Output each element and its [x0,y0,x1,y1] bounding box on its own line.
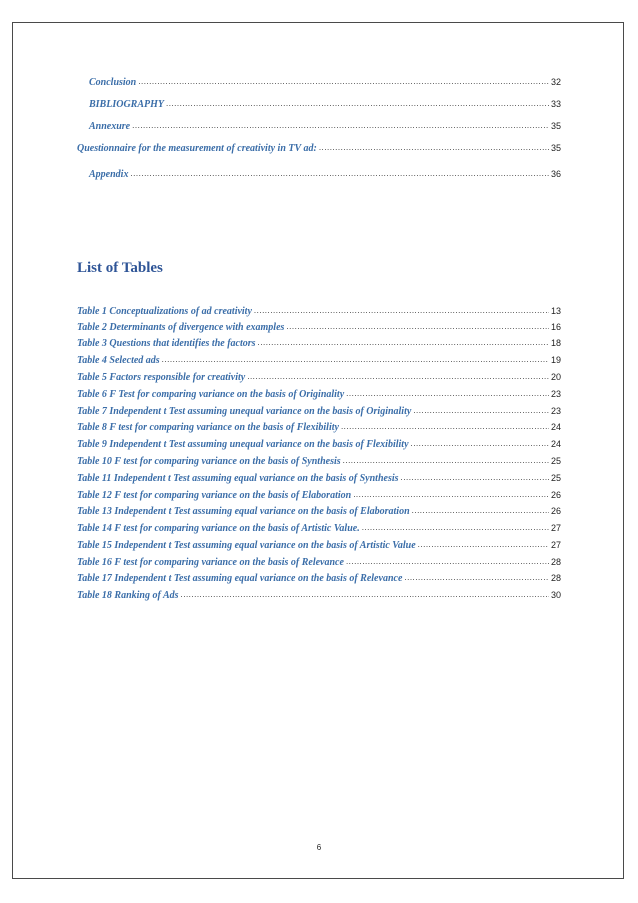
toc-entry-label: Appendix [89,169,129,180]
table-entry-page: 27 [550,540,561,550]
table-entry-page: 26 [550,506,561,516]
dot-leader [418,540,549,549]
toc-entry-annexure[interactable] [77,121,561,135]
table-entry[interactable] [77,372,561,386]
dot-leader [341,422,549,431]
toc-entry-label: Annexure [89,121,131,132]
table-entry-label: Table 4 Selected ads [77,355,160,366]
table-entry-page: 23 [550,389,561,399]
dot-leader [319,143,549,152]
table-entry-label: Table 2 Determinants of divergence with examples [77,322,285,333]
toc-entry-label: Questionnaire for the measurement of creativity in TV ad: [77,143,317,154]
dot-leader [138,77,549,86]
table-entry-page: 28 [550,573,561,583]
page-number: 6 [316,843,322,852]
table-entry-page: 26 [550,490,561,500]
table-entry-page: 20 [550,372,561,382]
table-entry-label: Table 13 Independent t Test assuming equal variance on the basis of Elaboration [77,506,410,517]
toc-entry-label: BIBLIOGRAPHY [89,99,165,110]
toc-entry-label: Conclusion [89,77,137,88]
dot-leader [412,506,549,515]
dot-leader [362,523,549,532]
toc-entry-page: 35 [550,143,561,153]
table-entry-label: Table 5 Factors responsible for creativity [77,372,246,383]
dot-leader [166,99,549,108]
toc-entry-page: 35 [550,121,561,131]
dot-leader [254,306,549,315]
table-entry[interactable] [77,322,561,336]
table-entry-label: Table 7 Independent t Test assuming unequal variance on the basis of Originality [77,406,412,417]
dot-leader [247,372,549,381]
toc-entry-bibliography[interactable] [77,99,561,113]
table-entry-label: Table 12 F test for comparing variance on the basis of Elaboration [77,490,352,501]
table-entry[interactable] [77,355,561,369]
table-entry[interactable] [77,439,561,453]
table-entry[interactable] [77,338,561,352]
toc-entry-questionnaire[interactable] [77,143,561,157]
table-entry-label: Table 6 F Test for comparing variance on the basis of Originality [77,389,345,400]
table-entry-page: 25 [550,473,561,483]
dot-leader [404,573,549,582]
table-entry-page: 13 [550,306,561,316]
dot-leader [346,389,549,398]
dot-leader [258,338,549,347]
table-entry-label: Table 1 Conceptualizations of ad creativity [77,306,252,317]
toc-entry-page: 36 [550,169,561,179]
toc-entry-conclusion[interactable] [77,77,561,91]
table-entry-label: Table 18 Ranking of Ads [77,590,179,601]
dot-leader [346,557,549,566]
dot-leader [413,406,549,415]
table-entry[interactable] [77,523,561,537]
toc-entry-appendix[interactable] [77,169,561,183]
table-entry-page: 28 [550,557,561,567]
table-entry-label: Table 16 F test for comparing variance on the basis of Relevance [77,557,344,568]
dot-leader [401,473,549,482]
table-entry[interactable] [77,557,561,571]
list-of-tables-heading: List of Tables [77,260,163,276]
table-entry-label: Table 17 Independent t Test assuming equal variance on the basis of Relevance [77,573,403,584]
table-entry-label: Table 3 Questions that identifies the factors [77,338,256,349]
dot-leader [181,590,549,599]
table-entry-page: 30 [550,590,561,600]
table-entry[interactable] [77,389,561,403]
table-entry[interactable] [77,473,561,487]
table-entry[interactable] [77,306,561,320]
table-entry-label: Table 8 F test for comparing variance on the basis of Flexibility [77,422,339,433]
dot-leader [130,169,549,178]
table-entry-label: Table 15 Independent t Test assuming equal variance on the basis of Artistic Value [77,540,416,551]
table-entry-page: 16 [550,322,561,332]
dot-leader [286,322,549,331]
table-entry-page: 24 [550,422,561,432]
table-entry[interactable] [77,490,561,504]
table-entry-label: Table 10 F test for comparing variance on the basis of Synthesis [77,456,341,467]
table-entry-page: 23 [550,406,561,416]
table-entry[interactable] [77,590,561,604]
table-entry-page: 18 [550,338,561,348]
table-entry-page: 25 [550,456,561,466]
table-entry[interactable] [77,406,561,420]
table-entry-page: 24 [550,439,561,449]
table-entry-label: Table 9 Independent t Test assuming unequal variance on the basis of Flexibility [77,439,409,450]
dot-leader [132,121,549,130]
table-entry[interactable] [77,573,561,587]
table-entry-label: Table 11 Independent t Test assuming equal variance on the basis of Synthesis [77,473,399,484]
toc-entry-page: 32 [550,77,561,87]
table-entry[interactable] [77,456,561,470]
dot-leader [353,490,549,499]
dot-leader [411,439,549,448]
table-entry-page: 27 [550,523,561,533]
table-entry-label: Table 14 F test for comparing variance on the basis of Artistic Value. [77,523,360,534]
dot-leader [343,456,549,465]
dot-leader [162,355,549,364]
table-entry[interactable] [77,422,561,436]
table-entry[interactable] [77,506,561,520]
toc-entry-page: 33 [550,99,561,109]
table-entry[interactable] [77,540,561,554]
table-entry-page: 19 [550,355,561,365]
